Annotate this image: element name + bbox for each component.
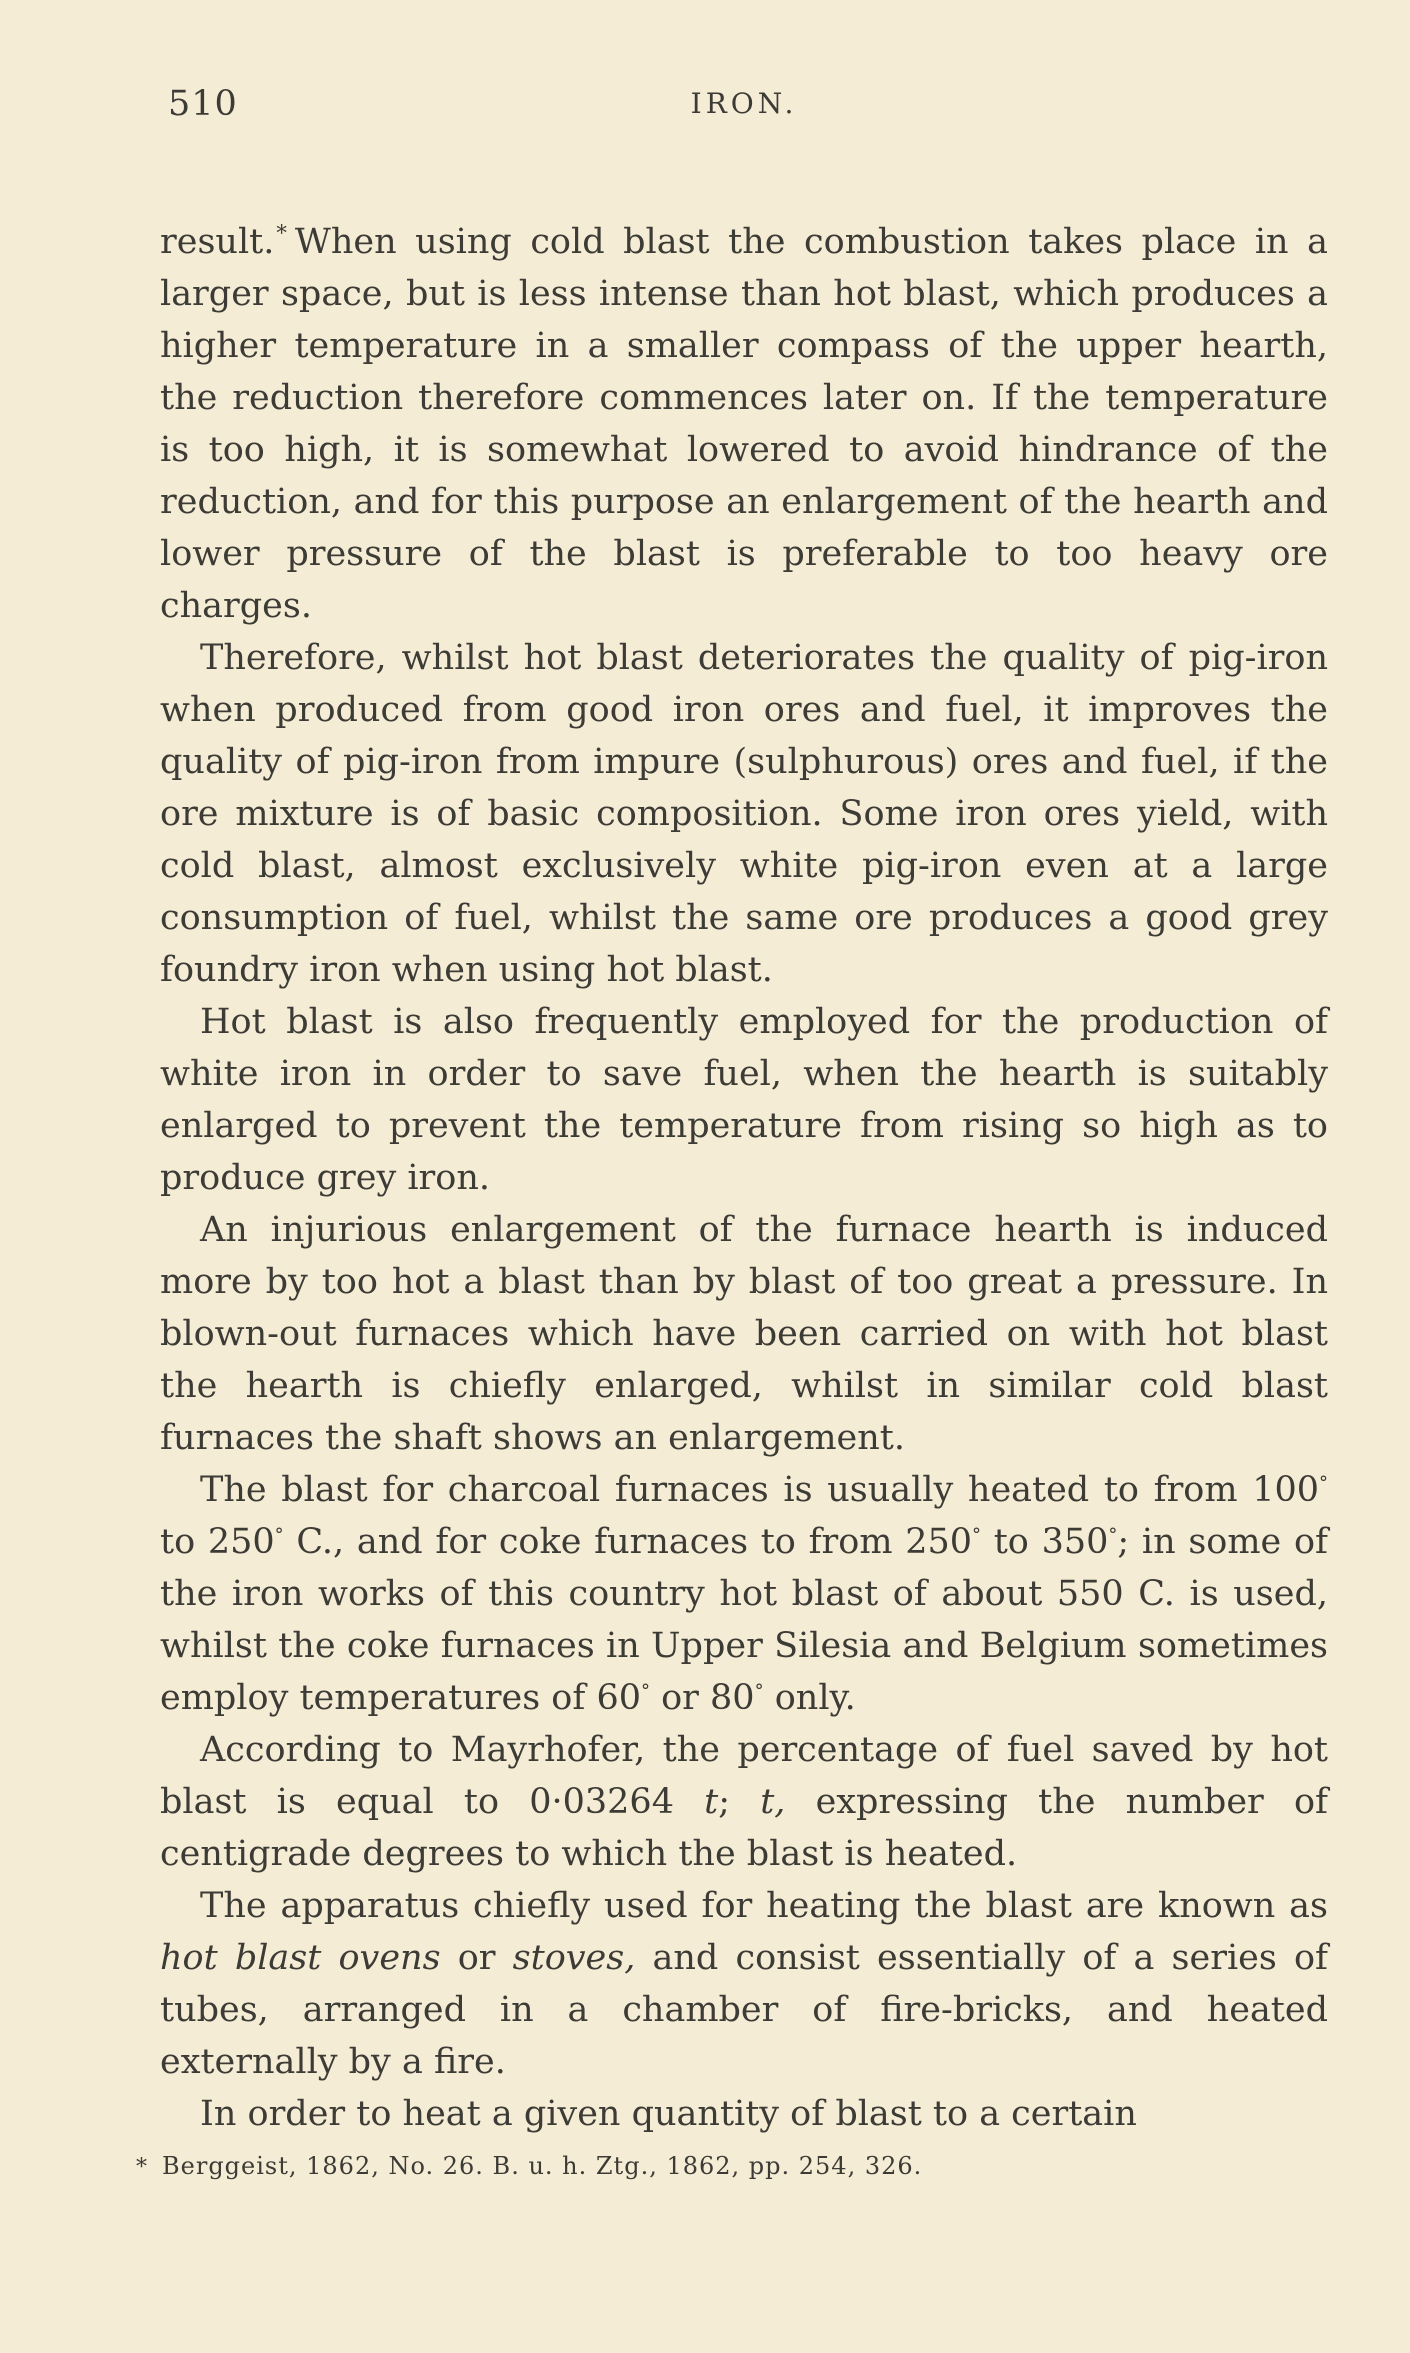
degree-symbol: ° (754, 1680, 764, 1702)
paragraph-7-segment-5: and consist essentially of a series of tubes, arranged in a chamber of fire-bricks, and heated externally by a fire. (160, 1938, 1328, 2082)
paragraph-5-segment-5: C., and for coke furnaces to from 250 (283, 1522, 973, 1562)
paragraph-4 (160, 1204, 1328, 1464)
paragraph-7 (160, 1880, 1328, 2088)
footnote-marker: * (136, 2155, 148, 2180)
page-header-title: IRON. (690, 87, 798, 120)
paragraph-5-segment-1: The blast for charcoal furnaces is usually heated to from 100 (200, 1470, 1319, 1510)
paragraph-6-segment-3: ; (718, 1782, 761, 1822)
paragraph-5-segment-13: only. (763, 1678, 856, 1718)
book-page (160, 84, 1328, 2140)
paragraph-1 (160, 216, 1328, 632)
variable-t: t (704, 1782, 719, 1822)
paragraph-2-text: Therefore, whilst hot blast deteriorates the quality of pig-iron when produced from good iron ores and fuel, it improves the quality of pig-iron from impure (sulphurous) ores and fuel, if the ore mixture is of basic composition. Some iron ores yield, with cold blast, almost exclusively white pig-iron even at a large consumption of fuel, whilst the same ore produces a good grey foundry iron when using hot blast. (160, 638, 1328, 990)
paragraph-6-segment-1: According to Mayrhofer, the percentage of fuel saved by hot blast is equal to 0·03264 (160, 1730, 1328, 1822)
paragraph-5-segment-3: to 250 (160, 1522, 275, 1562)
paragraph-3 (160, 996, 1328, 1204)
paragraph-6-segment-5: expressing the number of centigrade degrees to which the blast is heated. (160, 1782, 1328, 1874)
degree-symbol: ° (972, 1524, 982, 1546)
footnote-reference-marker: * (276, 221, 287, 246)
paragraph-4-text: An injurious enlargement of the furnace hearth is induced more by too hot a blast than by blast of too great a pressure. In blown-out furnaces which have been carried on with hot blast the hearth is chiefly enlarged, whilst in similar cold blast furnaces the shaft shows an enlargement. (160, 1210, 1328, 1458)
paragraph-5-segment-11: or 80 (649, 1678, 755, 1718)
paragraph-8 (160, 2088, 1328, 2140)
paragraph-7-segment-1: The apparatus chiefly used for heating the blast are known as (200, 1886, 1328, 1926)
paragraph-2 (160, 632, 1328, 996)
paragraph-5 (160, 1464, 1328, 1724)
paragraph-1-text: When using cold blast the combustion takes place in a larger space, but is less intense than hot blast, which produces a higher temperature in a smaller compass of the upper hearth, the reduction therefore commences later on. If the temperature is too high, it is somewhat lowered to avoid hindrance of the reduction, and for this purpose an enlargement of the hearth and lower pressure of the blast is preferable to too heavy ore charges. (160, 222, 1328, 626)
paragraph-5-segment-9: ; in some of the iron works of this country hot blast of about 550 C. is used, whilst the coke furnaces in Upper Silesia and Belgium sometimes employ temperatures of 60 (160, 1522, 1328, 1718)
degree-symbol: ° (1319, 1472, 1328, 1494)
body-text (160, 216, 1328, 2140)
degree-symbol: ° (640, 1680, 650, 1702)
paragraph-6 (160, 1724, 1328, 1880)
page-number: 510 (168, 84, 238, 124)
italic-term-hot-blast-ovens: hot blast ovens (160, 1938, 441, 1978)
italic-term-stoves: stoves, (512, 1938, 636, 1978)
paragraph-7-segment-3: or (440, 1938, 513, 1978)
paragraph-5-segment-7: to 350 (981, 1522, 1109, 1562)
paragraph-8-text: In order to heat a given quantity of blast to a certain (200, 2094, 1137, 2134)
running-head (160, 84, 1328, 134)
variable-t: t, (760, 1782, 786, 1822)
paragraph-3-text: Hot blast is also frequently employed for the production of white iron in order to save fuel, when the hearth is suitably enlarged to prevent the temperature from rising so high as to produce grey iron. (160, 1002, 1328, 1198)
footnote-text: Berggeist, 1862, No. 26. B. u. h. Ztg., 1862, pp. 254, 326. (162, 2152, 923, 2180)
degree-symbol: ° (274, 1524, 284, 1546)
degree-symbol: ° (1108, 1524, 1118, 1546)
paragraph-1-lead: result. (160, 222, 275, 262)
footnote (136, 2152, 1196, 2180)
